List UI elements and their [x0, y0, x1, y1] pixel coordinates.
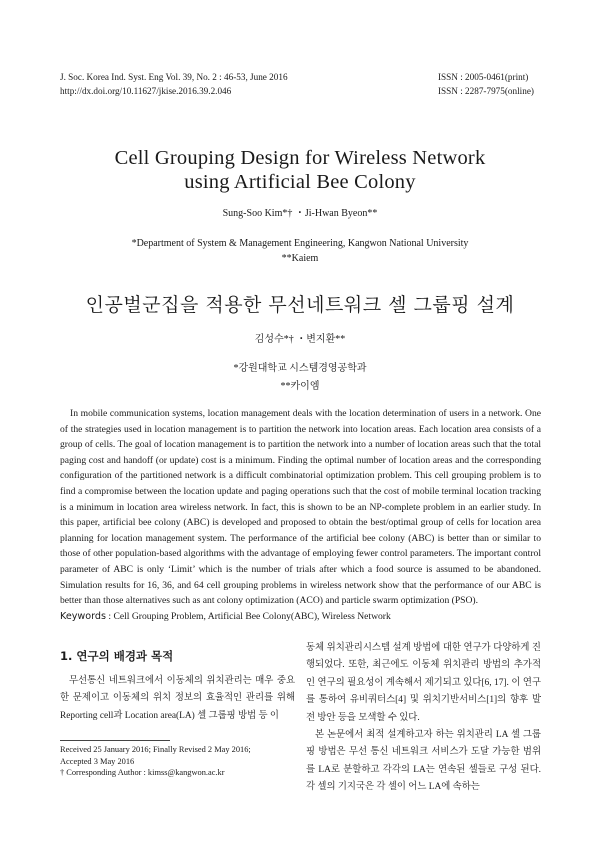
section-right-paragraph-1: 동체 위치관리시스템 설계 방법에 대한 연구가 다양하게 진행되었다. 또한, 최근에도 이동체 위치관리 방법의 추가적인 연구의 필요성이 계속해서 제기되고 있다[6, 17]. 이 연구를 통하여 유비쿼터스[4] 및 위치기반서비스[1]의 향후 발전 방안 등을 모색할 수 있다. [306, 643, 541, 723]
received-date: Received 25 January 2016; Finally Revised 2 May 2016; [60, 745, 251, 754]
issn-print: ISSN : 2005-0461(print) [438, 72, 529, 82]
section-right-column [306, 640, 541, 797]
affiliations-en [0, 236, 600, 266]
doi-link[interactable]: http://dx.doi.org/10.11627/jkise.2016.39.2.046 [60, 86, 232, 96]
footnotes [60, 744, 295, 779]
affiliation-ko-2: **카이엠 [280, 381, 320, 392]
issn-block [438, 70, 534, 98]
accepted-date: Accepted 3 May 2016 [60, 756, 135, 766]
affiliations-ko [0, 360, 600, 396]
authors-ko: 김성수*† ・변지환** [254, 334, 346, 345]
title-en-line1: Cell Grouping Design for Wireless Network [114, 147, 486, 169]
issn-online: ISSN : 2287-7975(online) [438, 86, 534, 96]
keywords [60, 611, 541, 622]
affiliation-en-1: *Department of System & Management Engineering, Kangwon National University [131, 238, 469, 249]
keywords-label: Keywords [60, 611, 106, 622]
journal-citation-block [60, 70, 288, 98]
paper-title-ko: 인공벌군집을 적용한 무선네트워크 셀 그룹핑 설계 [85, 294, 515, 316]
affiliation-ko-1: *강원대학교 시스템경영공학과 [233, 363, 367, 374]
paper-title-en [0, 146, 600, 194]
authors-en: Sung-Soo Kim*† ・Ji-Hwan Byeon** [222, 208, 378, 219]
keywords-text: : Cell Grouping Problem, Artificial Bee Colony(ABC), Wireless Network [108, 611, 391, 622]
footnote-divider [60, 740, 170, 741]
section-heading: 1. 연구의 배경과 목적 [60, 649, 174, 663]
corresponding-author: † Corresponding Author : kimss@kangwon.ac.kr [60, 768, 225, 778]
section-left-paragraph: 무선통신 네트워크에서 이동체의 위치관리는 매우 중요한 문제이고 이동체의 위치 정보의 효율적인 관리를 위해 Reporting cell과 Location area(LA) 셀 그룹핑 방법 등 이 [60, 676, 295, 721]
section-right-paragraph-2: 본 논문에서 최적 설계하고자 하는 위치관리 LA 셀 그룹핑 방법은 무선 통신 네트워크 서비스가 도달 가능한 범위를 LA로 분할하고 각각의 LA는 연속된 셀들로 구성 된다. 각 셀의 기지국은 각 셀이 어느 LA에 속하는 [306, 730, 541, 793]
abstract: In mobile communication systems, location management deals with the location determination of users in a network. One of the strategies used in location management is to partition the network into location areas. Each location area consists of a group of cells. The goal of location management is to partition the network into a number of location areas such that the total paging cost and handoff (or update) cost is a minimum. Finding the optimal number of location areas and the corresponding configuration of the partitioned network is a difficult combinatorial optimization problem. This cell grouping problem is to find a compromise between the location update and paging operations such that the cost of mobile terminal location tracking is a minimum in location area wireless network. In fact, this is shown to be an NP-complete problem in an earlier study. In this paper, artificial bee colony (ABC) is developed and proposed to obtain the best/optimal group of cells for location area planning for location management system. The performance of the artificial bee colony (ABC) is better than or similar to those of other population-based algorithms with the advantage of employing fewer control parameters. The important control parameter of ABC is only ‘Limit’ which is the number of trials after which a food source is assumed to be abandoned. Simulation results for 16, 36, and 64 cell grouping problems in wireless network show that the performance of our ABC is better than those alternatives such as ant colony optimization (ACO) and particle swarm optimization (PSO). [60, 408, 541, 607]
title-en-line2: using Artificial Bee Colony [184, 171, 416, 193]
affiliation-en-2: **Kaiem [281, 253, 319, 264]
journal-citation: J. Soc. Korea Ind. Syst. Eng Vol. 39, No. 2 : 46-53, June 2016 [60, 72, 288, 82]
